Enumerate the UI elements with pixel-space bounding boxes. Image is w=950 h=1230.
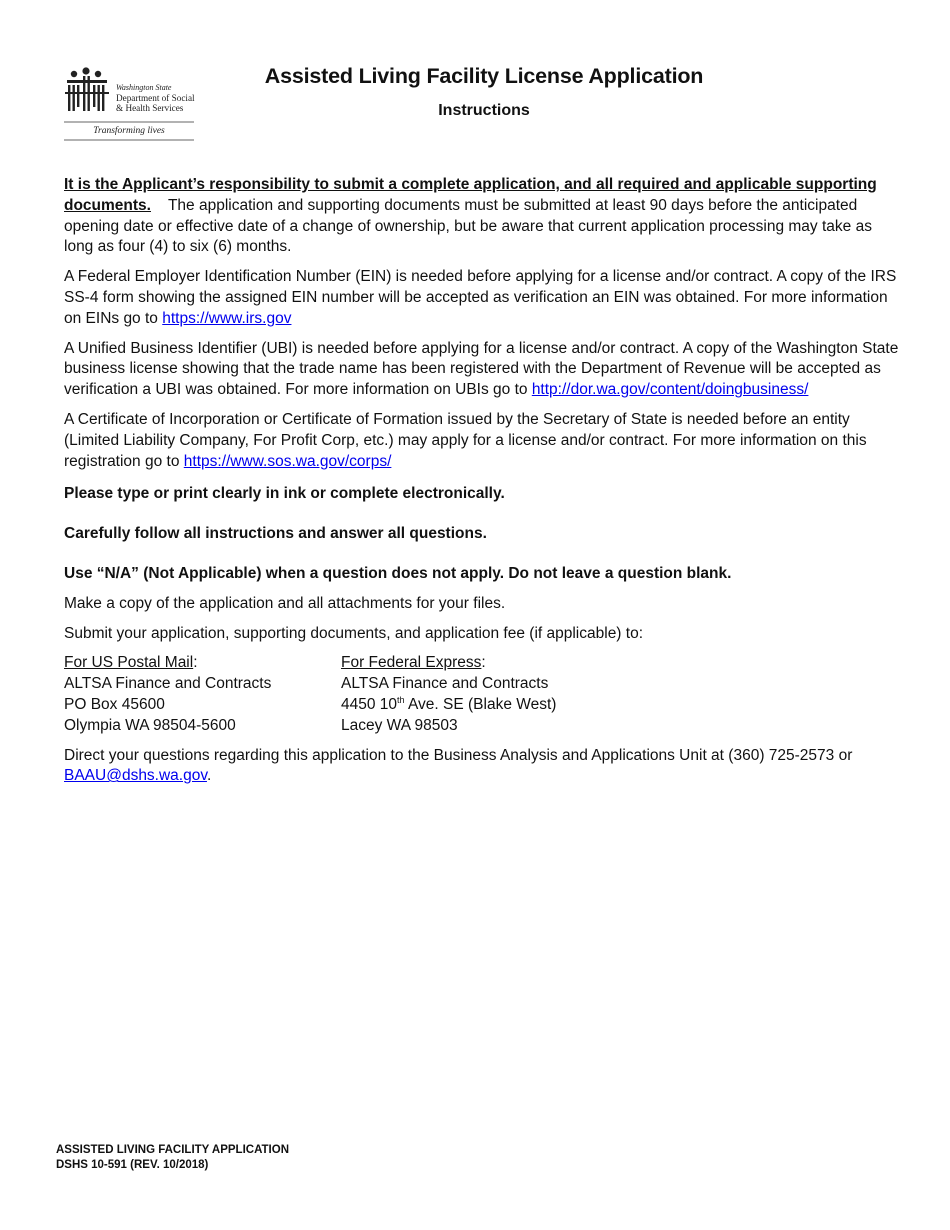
responsibility-lead: It is the Applicant’s responsibility to submit a complete application, and all required and applicable supporting documents.: [64, 176, 877, 214]
responsibility-paragraph: [64, 175, 904, 258]
fedex-address: For Federal Express: ALTSA Finance and Contracts 4450 10th Ave. SE (Blake West) Lacey WA 98503: [341, 653, 741, 736]
responsibility-text: The application and supporting documents must be submitted at least 90 days before the anticipated opening date or effective date of a change of ownership, but be aware that current application processing may take as long as four (4) to six (6) months.: [64, 196, 872, 256]
logo-dept-line1: Department of Social: [116, 93, 195, 103]
fedex-street-rest: Ave. SE (Blake West): [404, 695, 557, 713]
na-instruction: Use “N/A” (Not Applicable) when a question does not apply. Do not leave a question blank.: [64, 564, 732, 582]
postal-line2: PO Box 45600: [64, 695, 165, 713]
postal-line3: Olympia WA 98504-5600: [64, 716, 236, 734]
contact-paragraph: Direct your questions regarding this application to the Business Analysis and Applications Unit at (360) 725-2573 or BAAU@dshs.wa.gov.: [64, 746, 853, 785]
ubi-paragraph: [64, 339, 904, 401]
dshs-logo-graphic: [64, 66, 198, 144]
page-title: Assisted Living Facility License Application: [264, 64, 704, 88]
ein-paragraph: [64, 267, 904, 329]
dor-link[interactable]: http://dor.wa.gov/content/doingbusiness/: [531, 381, 809, 399]
fedex-line1: ALTSA Finance and Contracts: [341, 675, 549, 693]
ein-text: A Federal Employer Identification Number (EIN) is needed before applying for a license and/or contract. A copy of the IRS SS-4 form showing the assigned EIN number will be accepted as verification an EIN was obtained. For more information on EINs go to: [64, 268, 897, 327]
fedex-heading: For Federal Express: [341, 654, 482, 672]
instructions-body: [64, 175, 904, 796]
certificate-text: A Certificate of Incorporation or Certificate of Formation issued by the Secretary of State is needed before an entity (Limited Liability Company, For Profit Corp, etc.) may apply for a license and/or contract. For more information on this registration go to: [64, 410, 867, 470]
postal-line1: ALTSA Finance and Contracts: [64, 675, 272, 693]
footer-form-name: ASSISTED LIVING FACILITY APPLICATION: [56, 1144, 289, 1156]
baau-email-link[interactable]: BAAU@dshs.wa.gov: [64, 767, 207, 785]
footer-form-number: DSHS 10-591 (REV. 10/2018): [56, 1159, 209, 1171]
follow-instruction: Carefully follow all instructions and answer all questions.: [64, 525, 487, 543]
mailing-addresses: [64, 653, 904, 736]
irs-link[interactable]: https://www.irs.gov: [162, 309, 292, 327]
fedex-line3: Lacey WA 98503: [341, 716, 458, 734]
fedex-street-suffix: th: [397, 694, 405, 705]
postal-address: For US Postal Mail: ALTSA Finance and Contracts PO Box 45600 Olympia WA 98504-5600: [64, 653, 341, 736]
copy-instruction: Make a copy of the application and all attachments for your files.: [64, 594, 506, 612]
submit-instruction: Submit your application, supporting documents, and application fee (if applicable) to:: [64, 624, 644, 642]
fedex-line2: [341, 695, 741, 716]
ubi-text: A Unified Business Identifier (UBI) is needed before applying for a license and/or contract. A copy of the Washington State business license showing that the trade name has been registered with the Department of Revenue will be accepted as verification a UBI was obtained. For more information on UBIs go to: [64, 339, 899, 399]
certificate-paragraph: [64, 410, 904, 472]
type-print-instruction: Please type or print clearly in ink or complete electronically.: [64, 485, 505, 503]
dshs-logo: [64, 66, 198, 144]
postal-heading: For US Postal Mail: [64, 654, 194, 672]
form-footer: [56, 1143, 289, 1173]
logo-dept-line2: & Health Services: [116, 103, 184, 113]
logo-tagline: Transforming lives: [93, 126, 165, 136]
page-subtitle: Instructions: [438, 102, 530, 119]
contact-text: Direct your questions regarding this application to the Business Analysis and Applications Unit at (360) 725-2573 or: [64, 746, 853, 764]
fedex-street-number: 4450 10: [341, 695, 398, 713]
logo-state: Washington State: [116, 83, 172, 92]
sos-link[interactable]: https://www.sos.wa.gov/corps/: [183, 452, 392, 470]
